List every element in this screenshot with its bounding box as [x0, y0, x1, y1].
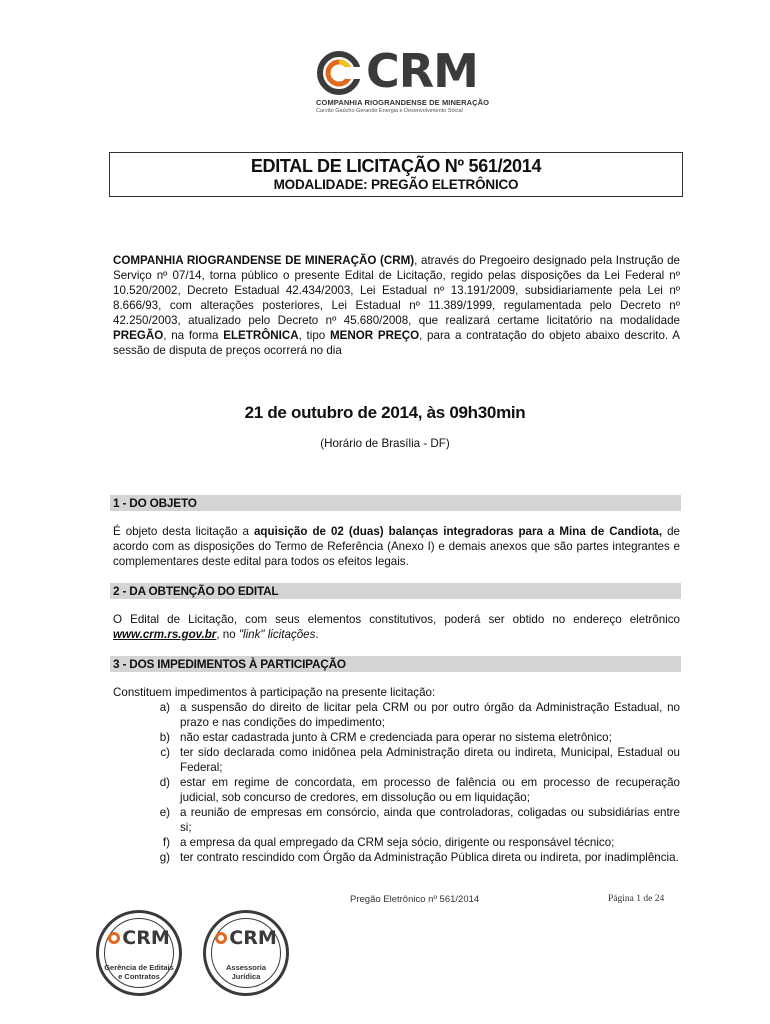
- logo-wordmark: CRM: [366, 44, 478, 98]
- stamp-label-line-1: Gerência de Editais: [104, 963, 174, 972]
- intro-text-4: , para a contratação do objeto abaixo descrito. A sessão de disputa de preços ocorrerá no dia: [113, 329, 680, 357]
- list-item-text: a empresa da qual empregado da CRM seja sócio, dirigente ou responsável técnico;: [180, 836, 615, 849]
- list-item: [150, 850, 680, 865]
- crm-logo-mark-icon: [316, 50, 362, 96]
- crm-ring-icon: [108, 932, 120, 944]
- form-eletronica: ELETRÔNICA: [223, 329, 299, 342]
- stamp-label: [206, 963, 286, 981]
- type-menor-preco: MENOR PREÇO: [329, 329, 420, 342]
- intro-text-1: , através do Pregoeiro designado pela Instrução de Serviço nº 07/14, torna público o presente Edital de Licitação, regido pelas disposições da Lei Federal nº 10.520/2002, Decreto Estadual 42.434/2003, Lei Estadual nº 13.191/2009, subsidiariamente pela Lei nº 8.666/93, com alterações posteriores, Lei Estadual nº 11.389/1999, regulamentada pelo Decreto nº 42.250/2003, atualizado pelo Decreto nº 45.680/2008, que realizará certame licitatório na modalidade: [113, 254, 680, 327]
- section-2-text-b: , no: [216, 628, 239, 641]
- section-3-intro: Constituem impedimentos à participação na presente licitação:: [113, 686, 436, 699]
- list-item: [150, 730, 680, 745]
- stamp-crm-text: CRM: [229, 927, 277, 949]
- section-1-heading: 1 - DO OBJETO: [110, 495, 681, 511]
- list-item: [150, 835, 680, 850]
- section-2-paragraph: [113, 612, 680, 642]
- list-item-marker: a): [159, 701, 170, 714]
- stamp-label-line-2: e Contratos: [118, 972, 160, 981]
- section-3-heading: 3 - DOS IMPEDIMENTOS À PARTICIPAÇÃO: [110, 656, 681, 672]
- list-item-marker: b): [159, 731, 170, 744]
- stamp-editais-contratos: [96, 910, 182, 996]
- list-item-marker: f): [162, 836, 170, 849]
- document-title: EDITAL DE LICITAÇÃO Nº 561/2014: [250, 156, 542, 176]
- stamp-crm-text: CRM: [122, 927, 170, 949]
- document-subtitle: MODALIDADE: PREGÃO ELETRÔNICO: [273, 177, 519, 192]
- list-item-text: a suspensão do direito de licitar pela CRM ou por outro órgão da Administração Estadual, no prazo e nas condições do impedimento;: [180, 701, 680, 729]
- section-1-object: aquisição de 02 (duas) balanças integradoras para a Mina de Candiota,: [253, 525, 663, 538]
- logo-tagline: Carvão Gaúcho Gerando Energia e Desenvolvimento Social: [316, 108, 463, 114]
- intro-text-2: , na forma: [163, 329, 224, 342]
- session-date: 21 de outubro de 2014, às 09h30min: [244, 403, 526, 422]
- section-2-heading: 2 - DA OBTENÇÃO DO EDITAL: [110, 583, 681, 599]
- list-item-marker: c): [160, 746, 170, 759]
- intro-text-3: , tipo: [298, 329, 330, 342]
- section-2-link-label: "link" licitações: [238, 628, 316, 641]
- list-item-marker: d): [159, 776, 170, 789]
- crm-website-link[interactable]: www.crm.rs.gov.br: [113, 628, 217, 641]
- stamp-label-line-1: Assessoria: [225, 963, 267, 972]
- footer-page-number: Página 1 de 24: [608, 894, 665, 904]
- list-item-marker: e): [159, 806, 170, 819]
- list-item: [150, 700, 680, 730]
- list-item-text: a reunião de empresas em consórcio, ainda que controladoras, coligadas ou subsidiárias entre si;: [180, 806, 680, 834]
- list-item: [150, 775, 680, 805]
- footer-document-ref: Pregão Eletrônico nº 561/2014: [350, 894, 480, 905]
- stamp-label: [99, 963, 179, 981]
- section-1-text-a: É objeto desta licitação a: [113, 525, 254, 538]
- section-2-text-c: .: [315, 628, 319, 641]
- section-1-text-b: de acordo com as disposições do Termo de Referência (Anexo I) e demais anexos que são partes integrantes e complementares deste edital para todos os efeitos legais.: [113, 525, 680, 568]
- stamp-assessoria-juridica: [203, 910, 289, 996]
- list-item-text: estar em regime de concordata, em processo de falência ou em processo de recuperação judicial, sob concurso de credores, em dissolução ou em liquidação;: [180, 776, 680, 804]
- list-item-marker: g): [159, 851, 170, 864]
- list-item-text: ter sido declarada como inidônea pela Administração direta ou indireta, Municipal, Estadual ou Federal;: [180, 746, 680, 774]
- list-item-text: não estar cadastrada junto à CRM e credenciada para operar no sistema eletrônico;: [180, 731, 612, 744]
- crm-ring-icon: [215, 932, 227, 944]
- section-1-paragraph: [113, 524, 680, 569]
- document-title-box: [109, 152, 683, 197]
- impediments-list: [150, 700, 680, 865]
- logo-company-name: COMPANHIA RIOGRANDENSE DE MINERAÇÃO: [316, 98, 490, 107]
- section-2-text-a: O Edital de Licitação, com seus elementos constitutivos, poderá ser obtido no endereço eletrônico: [113, 613, 680, 626]
- list-item-text: ter contrato rescindido com Órgão da Administração Pública direta ou indireta, por inadimplência.: [180, 851, 679, 864]
- stamp-label-line-2: Jurídica: [231, 972, 261, 981]
- session-timezone: (Horário de Brasília - DF): [320, 437, 450, 450]
- list-item: [150, 805, 680, 835]
- list-item: [150, 745, 680, 775]
- modality-pregao: PREGÃO: [113, 329, 164, 342]
- company-name: COMPANHIA RIOGRANDENSE DE MINERAÇÃO (CRM): [113, 254, 415, 267]
- stamp-crm-logo: [99, 927, 179, 949]
- crm-logo: [312, 44, 492, 124]
- stamp-crm-logo: [206, 927, 286, 949]
- intro-paragraph: [113, 253, 680, 358]
